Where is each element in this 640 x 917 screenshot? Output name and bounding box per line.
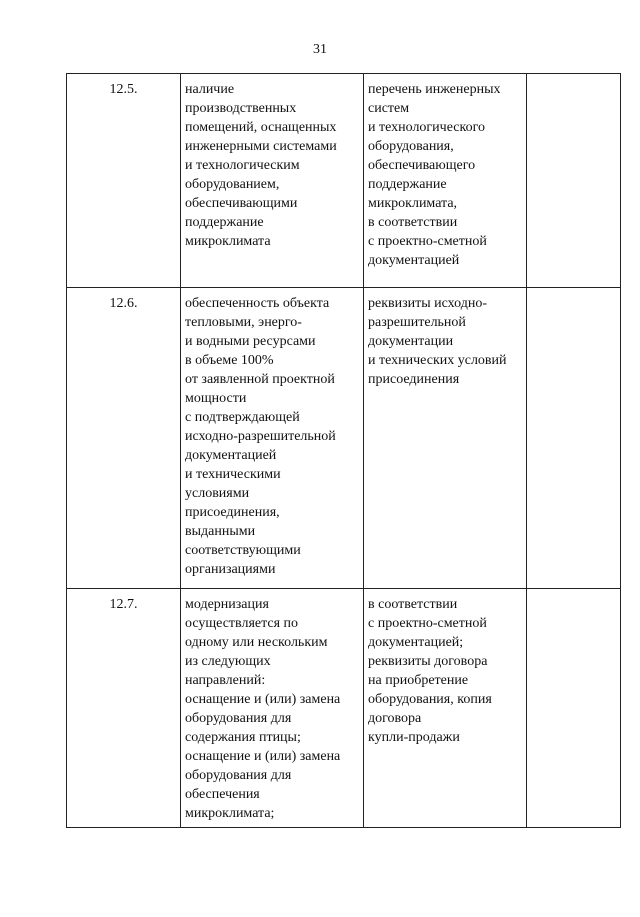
- item-description: обеспеченность объекта тепловыми, энерго- и водными ресурсами в объеме 100% от заявленной проектной мощности с подтверждающей исходно-разрешительной документацией и техническими условиями присоединения, выданными соответствующими организациями: [181, 288, 364, 589]
- item-number: 12.5.: [67, 74, 181, 288]
- table-row: [67, 288, 621, 589]
- item-number: 12.7.: [67, 589, 181, 828]
- item-description: наличие производственных помещений, оснащенных инженерными системами и технологическим оборудованием, обеспечивающими поддержание микроклимата: [181, 74, 364, 288]
- item-documents: реквизиты исходно- разрешительной документации и технических условий присоединения: [364, 288, 527, 589]
- requirements-table: [66, 73, 621, 828]
- table-row: [67, 589, 621, 828]
- item-note: [527, 74, 621, 288]
- item-documents: в соответствии с проектно-сметной документацией; реквизиты договора на приобретение оборудования, копия договора купли-продажи: [364, 589, 527, 828]
- page-number: 31: [313, 42, 327, 57]
- item-note: [527, 589, 621, 828]
- item-number: 12.6.: [67, 288, 181, 589]
- table-row: [67, 74, 621, 288]
- item-note: [527, 288, 621, 589]
- item-documents: перечень инженерных систем и технологического оборудования, обеспечивающего поддержание микроклимата, в соответствии с проектно-сметной документацией: [364, 74, 527, 288]
- item-description: модернизация осуществляется по одному или нескольким из следующих направлений: оснащение и (или) замена оборудования для содержания птицы; оснащение и (или) замена оборудования для обеспечения микроклимата;: [181, 589, 364, 828]
